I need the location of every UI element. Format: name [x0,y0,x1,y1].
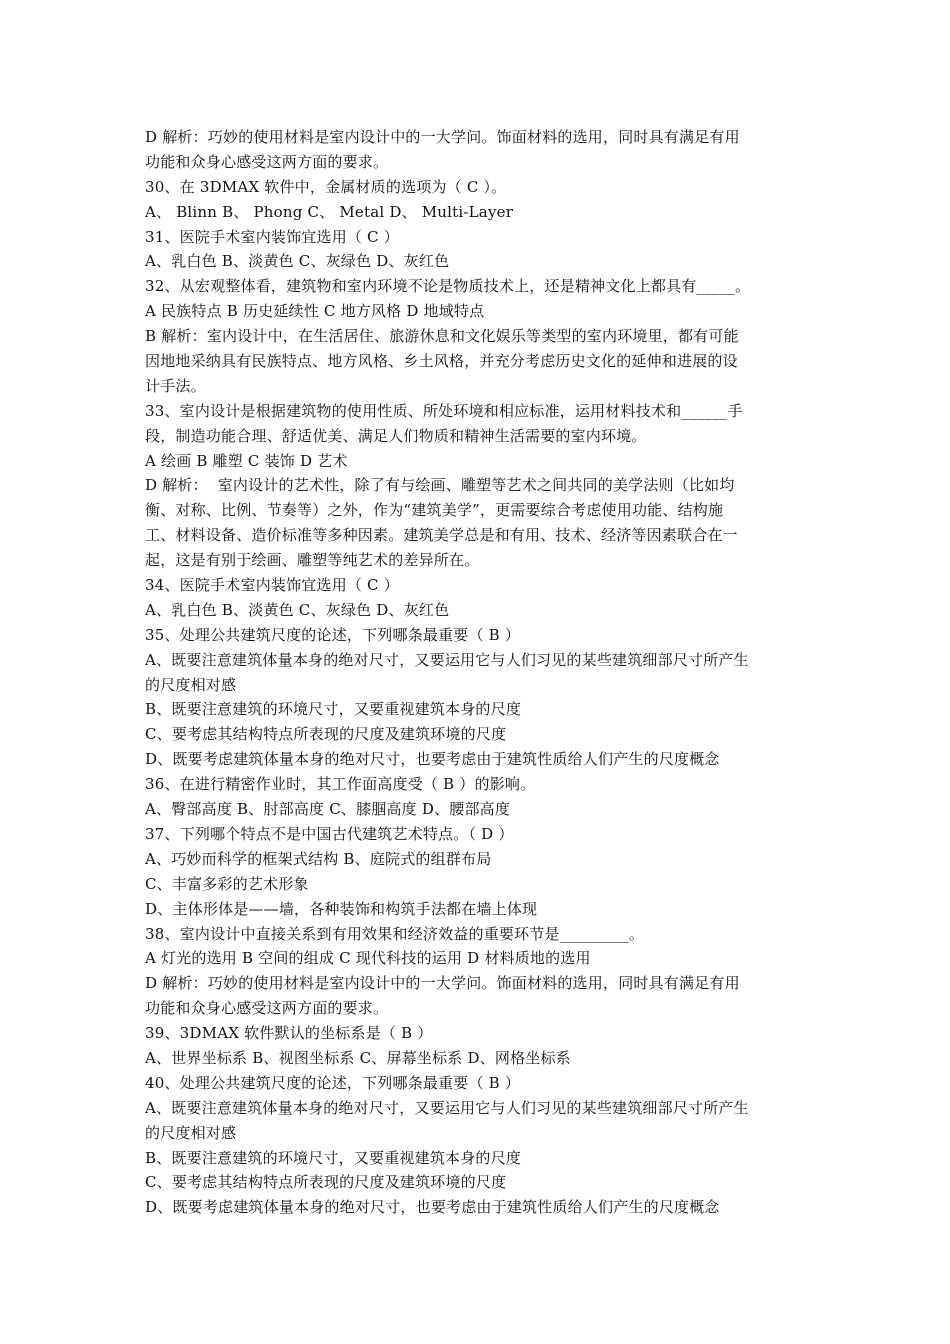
text-line: C、要考虑其结构特点所表现的尺度及建筑环境的尺度 [145,725,507,744]
text-line: B 解析：室内设计中，在生活居住、旅游休息和文化娱乐等类型的室内环境里，都有可能 [145,327,739,346]
text-line: C、丰富多彩的艺术形象 [145,874,309,893]
text-line: 功能和众身心感受这两方面的要求。 [145,999,389,1018]
text-line: 34、医院手术室内装饰宜选用（ C ） [145,576,399,595]
text-line: 35、处理公共建筑尺度的论述，下列哪条最重要（ B ） [145,625,521,644]
text-line: A、臀部高度 B、肘部高度 C、膝腘高度 D、腰部高度 [145,800,511,819]
text-line: A、 Blinn B、 Phong C、 Metal D、 Multi-Layer [145,202,514,221]
text-line: 30、在 3DMAX 软件中，金属材质的选项为（ C ）。 [145,177,507,196]
text-line: 的尺度相对感 [145,675,237,694]
text-line: 段，制造功能合理、舒适优美、满足人们物质和精神生活需要的室内环境。 [145,426,647,445]
text-line: 32、从宏观整体看，建筑物和室内环境不论是物质技术上，还是精神文化上都具有_____。 [145,277,751,296]
document-page [145,125,810,1220]
text-line: A 民族特点 B 历史延续性 C 地方风格 D 地域特点 [145,302,485,321]
text-line: 因地地采纳具有民族特点、地方风格、乡土风格，并充分考虑历史文化的延伸和进展的设 [145,352,738,371]
text-line: D、既要考虑建筑体量本身的绝对尺寸，也要考虑由于建筑性质给人们产生的尺度概念 [145,750,720,769]
text-line: 36、在进行精密作业时，其工作面高度受（ B ）的影响。 [145,775,536,794]
text-line: A、既要注意建筑体量本身的绝对尺寸，又要运用它与人们习见的某些建筑细部尺寸所产生 [145,1098,749,1117]
text-line: D、主体形体是——墙，各种装饰和构筑手法都在墙上体现 [145,899,538,918]
text-line: B、既要注意建筑的环境尺寸，又要重视建筑本身的尺度 [145,700,522,719]
text-line: A、乳白色 B、淡黄色 C、灰绿色 D、灰红色 [145,252,450,271]
text-line: A、巧妙而科学的框架式结构 B、庭院式的组群布局 [145,849,492,868]
text-line: 31、医院手术室内装饰宜选用（ C ） [145,227,399,246]
text-line: D 解析：巧妙的使用材料是室内设计中的一大学问。饰面材料的选用，同时具有满足有用 [145,974,740,993]
text-line: A 灯光的选用 B 空间的组成 C 现代科技的运用 D 材料质地的选用 [145,949,591,968]
text-line: A 绘画 B 雕塑 C 装饰 D 艺术 [145,451,348,470]
text-line: 的尺度相对感 [145,1123,237,1142]
text-line: A、乳白色 B、淡黄色 C、灰绿色 D、灰红色 [145,600,450,619]
text-line: D 解析： 室内设计的艺术性，除了有与绘画、雕塑等艺术之间共同的美学法则（比如均 [145,476,735,495]
text-line: 33、室内设计是根据建筑物的使用性质、所处环境和相应标准，运用材料技术和______手 [145,401,743,420]
text-line: A、世界坐标系 B、视图坐标系 C、屏幕坐标系 D、网格坐标系 [145,1048,571,1067]
text-line: D 解析：巧妙的使用材料是室内设计中的一大学问。饰面材料的选用，同时具有满足有用 [145,128,740,146]
text-line: 衡、对称、比例、节奏等）之外，作为“建筑美学”，更需要综合考虑使用功能、结构施 [145,501,724,520]
text-line: 计手法。 [145,376,206,395]
text-line: 起，这是有别于绘画、雕塑等纯艺术的差异所在。 [145,551,480,570]
text-line: 37、下列哪个特点不是中国古代建筑艺术特点。（ D ） [145,824,514,843]
text-line: 功能和众身心感受这两方面的要求。 [145,152,389,171]
text-line: 40、处理公共建筑尺度的论述，下列哪条最重要（ B ） [145,1073,521,1092]
text-line: B、既要注意建筑的环境尺寸，又要重视建筑本身的尺度 [145,1148,522,1167]
text-line: 工、材料设备、造价标准等多种因素。建筑美学总是和有用、技术、经济等因素联合在一 [145,526,738,545]
text-line: D、既要考虑建筑体量本身的绝对尺寸，也要考虑由于建筑性质给人们产生的尺度概念 [145,1198,720,1217]
text-line: A、既要注意建筑体量本身的绝对尺寸，又要运用它与人们习见的某些建筑细部尺寸所产生 [145,650,749,669]
text-line: 38、室内设计中直接关系到有用效果和经济效益的重要环节是_________。 [145,924,645,943]
text-line: C、要考虑其结构特点所表现的尺度及建筑环境的尺度 [145,1173,507,1192]
text-line: 39、3DMAX 软件默认的坐标系是（ B ） [145,1024,433,1043]
